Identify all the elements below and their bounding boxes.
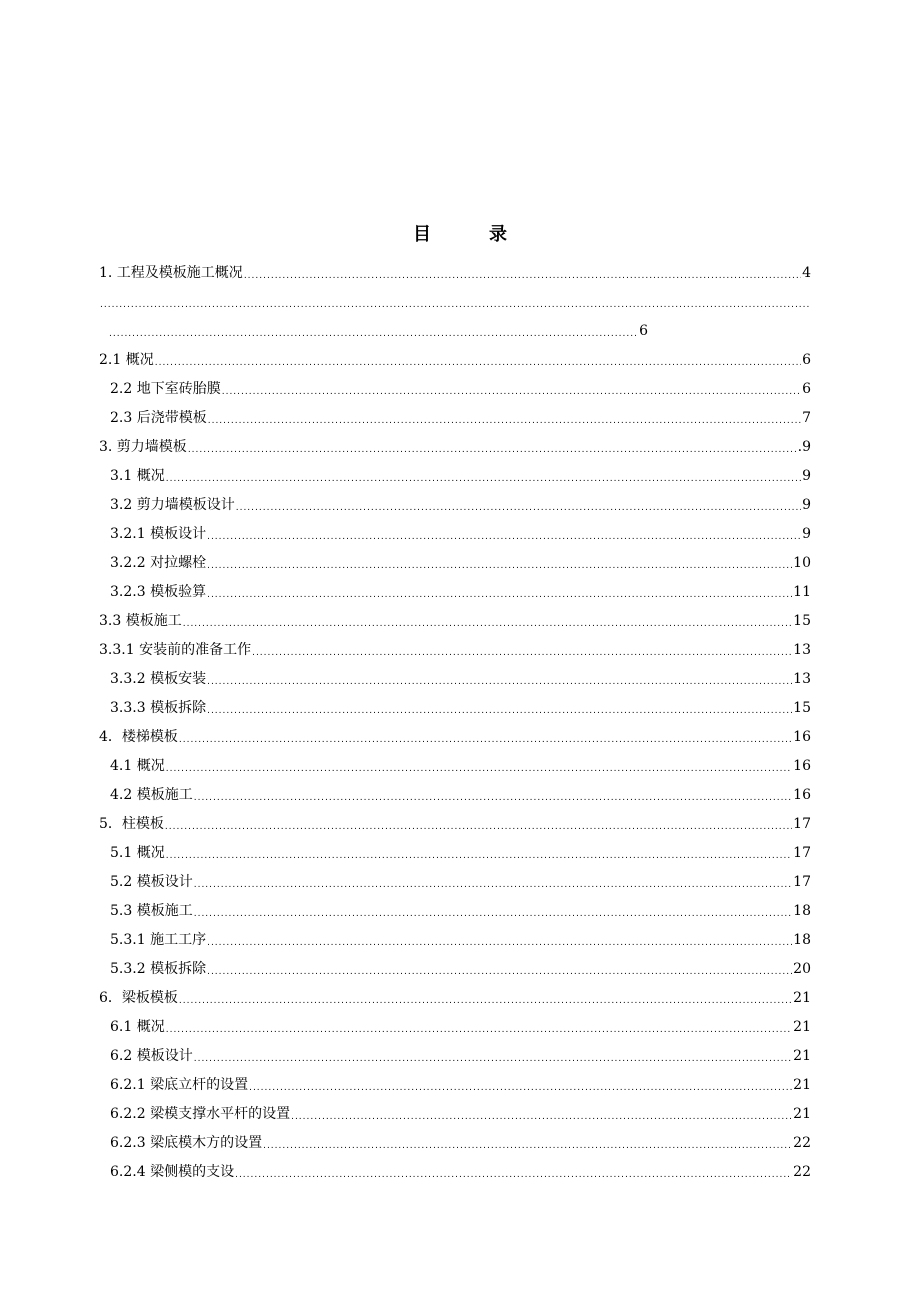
- toc-entry[interactable]: [99, 520, 811, 549]
- toc-entry[interactable]: [99, 1100, 811, 1129]
- toc-entry-page-number: .9: [797, 439, 811, 455]
- toc-entry[interactable]: [99, 491, 811, 520]
- toc-dot-leader: [166, 1013, 792, 1042]
- toc-entry[interactable]: [99, 1158, 811, 1187]
- table-of-contents: [99, 259, 811, 1187]
- toc-entry-page-number: 17: [793, 816, 811, 832]
- toc-entry-label: 5．柱模板: [99, 816, 164, 832]
- toc-entry[interactable]: [99, 636, 811, 665]
- toc-entry-page-number: 6: [802, 381, 811, 397]
- toc-entry-page-number: 13: [793, 642, 811, 658]
- toc-entry-page-number: 21: [793, 1077, 811, 1093]
- toc-entry-label: 3.3.3 模板拆除: [110, 700, 207, 716]
- toc-entry-page-number: 22: [793, 1164, 811, 1180]
- toc-dot-leader: [194, 868, 792, 897]
- toc-dot-leader: [222, 375, 801, 404]
- toc-dot-leader: [252, 636, 792, 665]
- toc-entry-label: 2.2 地下室砖胎膜: [110, 381, 221, 397]
- toc-entry-label: 2.3 后浇带模板: [110, 410, 207, 426]
- toc-entry[interactable]: [99, 926, 811, 955]
- toc-entry-label: 5.3.1 施工工序: [110, 932, 207, 948]
- toc-entry[interactable]: [99, 578, 811, 607]
- toc-dot-leader: [166, 462, 801, 491]
- toc-heading-char-1: 目: [413, 224, 431, 245]
- toc-entry[interactable]: [99, 781, 811, 810]
- toc-entry-label: 5.3 模板施工: [110, 903, 193, 919]
- toc-entry[interactable]: [99, 839, 811, 868]
- toc-dot-leader: [179, 723, 792, 752]
- toc-dot-leader: [155, 346, 801, 375]
- toc-heading-char-2: 录: [489, 224, 507, 245]
- toc-dot-leader: [207, 578, 792, 607]
- toc-dot-leader: [166, 752, 792, 781]
- toc-entry-label: 3.1 概况: [110, 468, 165, 484]
- toc-entry-label: 3. 剪力墙模板: [99, 439, 187, 455]
- toc-dot-leader: [194, 1042, 792, 1071]
- toc-dot-leader: [208, 404, 801, 433]
- toc-entry-label: 5.2 模板设计: [110, 874, 193, 890]
- toc-entry-page-number: 11: [793, 584, 811, 600]
- toc-entry-label: 6.2.3 梁底模木方的设置: [110, 1135, 263, 1151]
- toc-dot-leader: [235, 1158, 792, 1187]
- toc-dot-leader: [179, 984, 792, 1013]
- toc-entry-page-number: 18: [793, 903, 811, 919]
- toc-entry-label: 6.2.1 梁底立杆的设置: [110, 1077, 249, 1093]
- toc-dot-leader: [207, 955, 792, 984]
- toc-dot-leader: [109, 317, 638, 346]
- toc-entry-page-number: 7: [802, 410, 811, 426]
- toc-entry-label: 4．楼梯模板: [99, 729, 178, 745]
- toc-entry[interactable]: [99, 259, 811, 288]
- toc-entry[interactable]: [99, 665, 811, 694]
- toc-entry-label: 5.3.2 模板拆除: [110, 961, 207, 977]
- toc-entry[interactable]: [99, 752, 811, 781]
- toc-heading: [0, 220, 920, 246]
- toc-entry[interactable]: [99, 984, 811, 1013]
- toc-entry-label: 5.1 概况: [110, 845, 165, 861]
- toc-entry[interactable]: [99, 462, 811, 491]
- toc-entry-page-number: 9: [802, 526, 811, 542]
- toc-entry[interactable]: [99, 288, 811, 317]
- toc-entry-label: 6.2.2 梁模支撑水平杆的设置: [110, 1106, 291, 1122]
- toc-dot-leader: [207, 665, 792, 694]
- toc-entry[interactable]: [99, 317, 648, 346]
- toc-entry-page-number: 6: [639, 323, 648, 339]
- toc-entry[interactable]: [99, 897, 811, 926]
- toc-dot-leader: [207, 926, 792, 955]
- toc-dot-leader: [194, 781, 792, 810]
- toc-entry-page-number: 17: [793, 874, 811, 890]
- toc-entry[interactable]: [99, 723, 811, 752]
- toc-entry[interactable]: [99, 375, 811, 404]
- toc-entry-label: 6.2 模板设计: [110, 1048, 193, 1064]
- toc-entry-page-number: 15: [793, 613, 811, 629]
- toc-dot-leader: [207, 520, 801, 549]
- toc-entry-page-number: 9: [802, 497, 811, 513]
- toc-dot-leader: [194, 897, 792, 926]
- toc-dot-leader: [291, 1100, 792, 1129]
- toc-entry[interactable]: [99, 694, 811, 723]
- toc-entry-page-number: 13: [793, 671, 811, 687]
- toc-dot-leader: [183, 607, 792, 636]
- toc-entry-page-number: 20: [793, 961, 811, 977]
- toc-entry-page-number: 17: [793, 845, 811, 861]
- toc-entry-page-number: 21: [793, 1019, 811, 1035]
- toc-entry-label: 4.1 概况: [110, 758, 165, 774]
- toc-dot-leader: [100, 288, 810, 317]
- toc-entry[interactable]: [99, 404, 811, 433]
- toc-entry[interactable]: [99, 433, 811, 462]
- toc-entry-page-number: 16: [793, 729, 811, 745]
- toc-entry-label: 2.1 概况: [99, 352, 154, 368]
- toc-dot-leader: [207, 694, 792, 723]
- toc-dot-leader: [165, 810, 792, 839]
- toc-entry[interactable]: [99, 1071, 811, 1100]
- toc-entry-label: 3.2.1 模板设计: [110, 526, 207, 542]
- toc-entry-label: 3.2 剪力墙模板设计: [110, 497, 235, 513]
- toc-entry-page-number: 16: [793, 758, 811, 774]
- toc-entry-page-number: 22: [793, 1135, 811, 1151]
- toc-dot-leader: [263, 1129, 792, 1158]
- toc-entry-label: 3.2.2 对拉螺栓: [110, 555, 207, 571]
- toc-entry-page-number: 4: [802, 265, 811, 281]
- toc-entry[interactable]: [99, 1013, 811, 1042]
- toc-dot-leader: [166, 839, 792, 868]
- toc-entry-page-number: 21: [793, 990, 811, 1006]
- toc-dot-leader: [249, 1071, 792, 1100]
- toc-dot-leader: [188, 433, 797, 462]
- toc-dot-leader: [236, 491, 801, 520]
- toc-entry-label: 6.2.4 梁侧模的支设: [110, 1164, 235, 1180]
- toc-dot-leader: [244, 259, 801, 288]
- toc-entry[interactable]: [99, 1042, 811, 1071]
- toc-entry-page-number: 9: [802, 468, 811, 484]
- toc-entry-page-number: 6: [802, 352, 811, 368]
- toc-entry-label: 6．梁板模板: [99, 990, 178, 1006]
- toc-entry-label: 6.1 概况: [110, 1019, 165, 1035]
- toc-entry[interactable]: [99, 955, 811, 984]
- toc-entry[interactable]: [99, 868, 811, 897]
- toc-entry[interactable]: [99, 549, 811, 578]
- toc-entry[interactable]: [99, 607, 811, 636]
- toc-entry[interactable]: [99, 1129, 811, 1158]
- toc-entry[interactable]: [99, 810, 811, 839]
- toc-entry[interactable]: [99, 346, 811, 375]
- toc-entry-label: 1. 工程及模板施工概况: [99, 265, 243, 281]
- toc-entry-page-number: 16: [793, 787, 811, 803]
- toc-entry-page-number: 10: [793, 555, 811, 571]
- toc-entry-page-number: 21: [793, 1106, 811, 1122]
- toc-entry-page-number: 15: [793, 700, 811, 716]
- toc-entry-label: 3.3.1 安装前的准备工作: [99, 642, 252, 658]
- toc-entry-label: 4.2 模板施工: [110, 787, 193, 803]
- toc-entry-label: 3.3 模板施工: [99, 613, 182, 629]
- toc-entry-label: 3.2.3 模板验算: [110, 584, 207, 600]
- toc-dot-leader: [207, 549, 792, 578]
- toc-entry-label: 3.3.2 模板安装: [110, 671, 207, 687]
- toc-entry-page-number: 18: [793, 932, 811, 948]
- toc-entry-page-number: 21: [793, 1048, 811, 1064]
